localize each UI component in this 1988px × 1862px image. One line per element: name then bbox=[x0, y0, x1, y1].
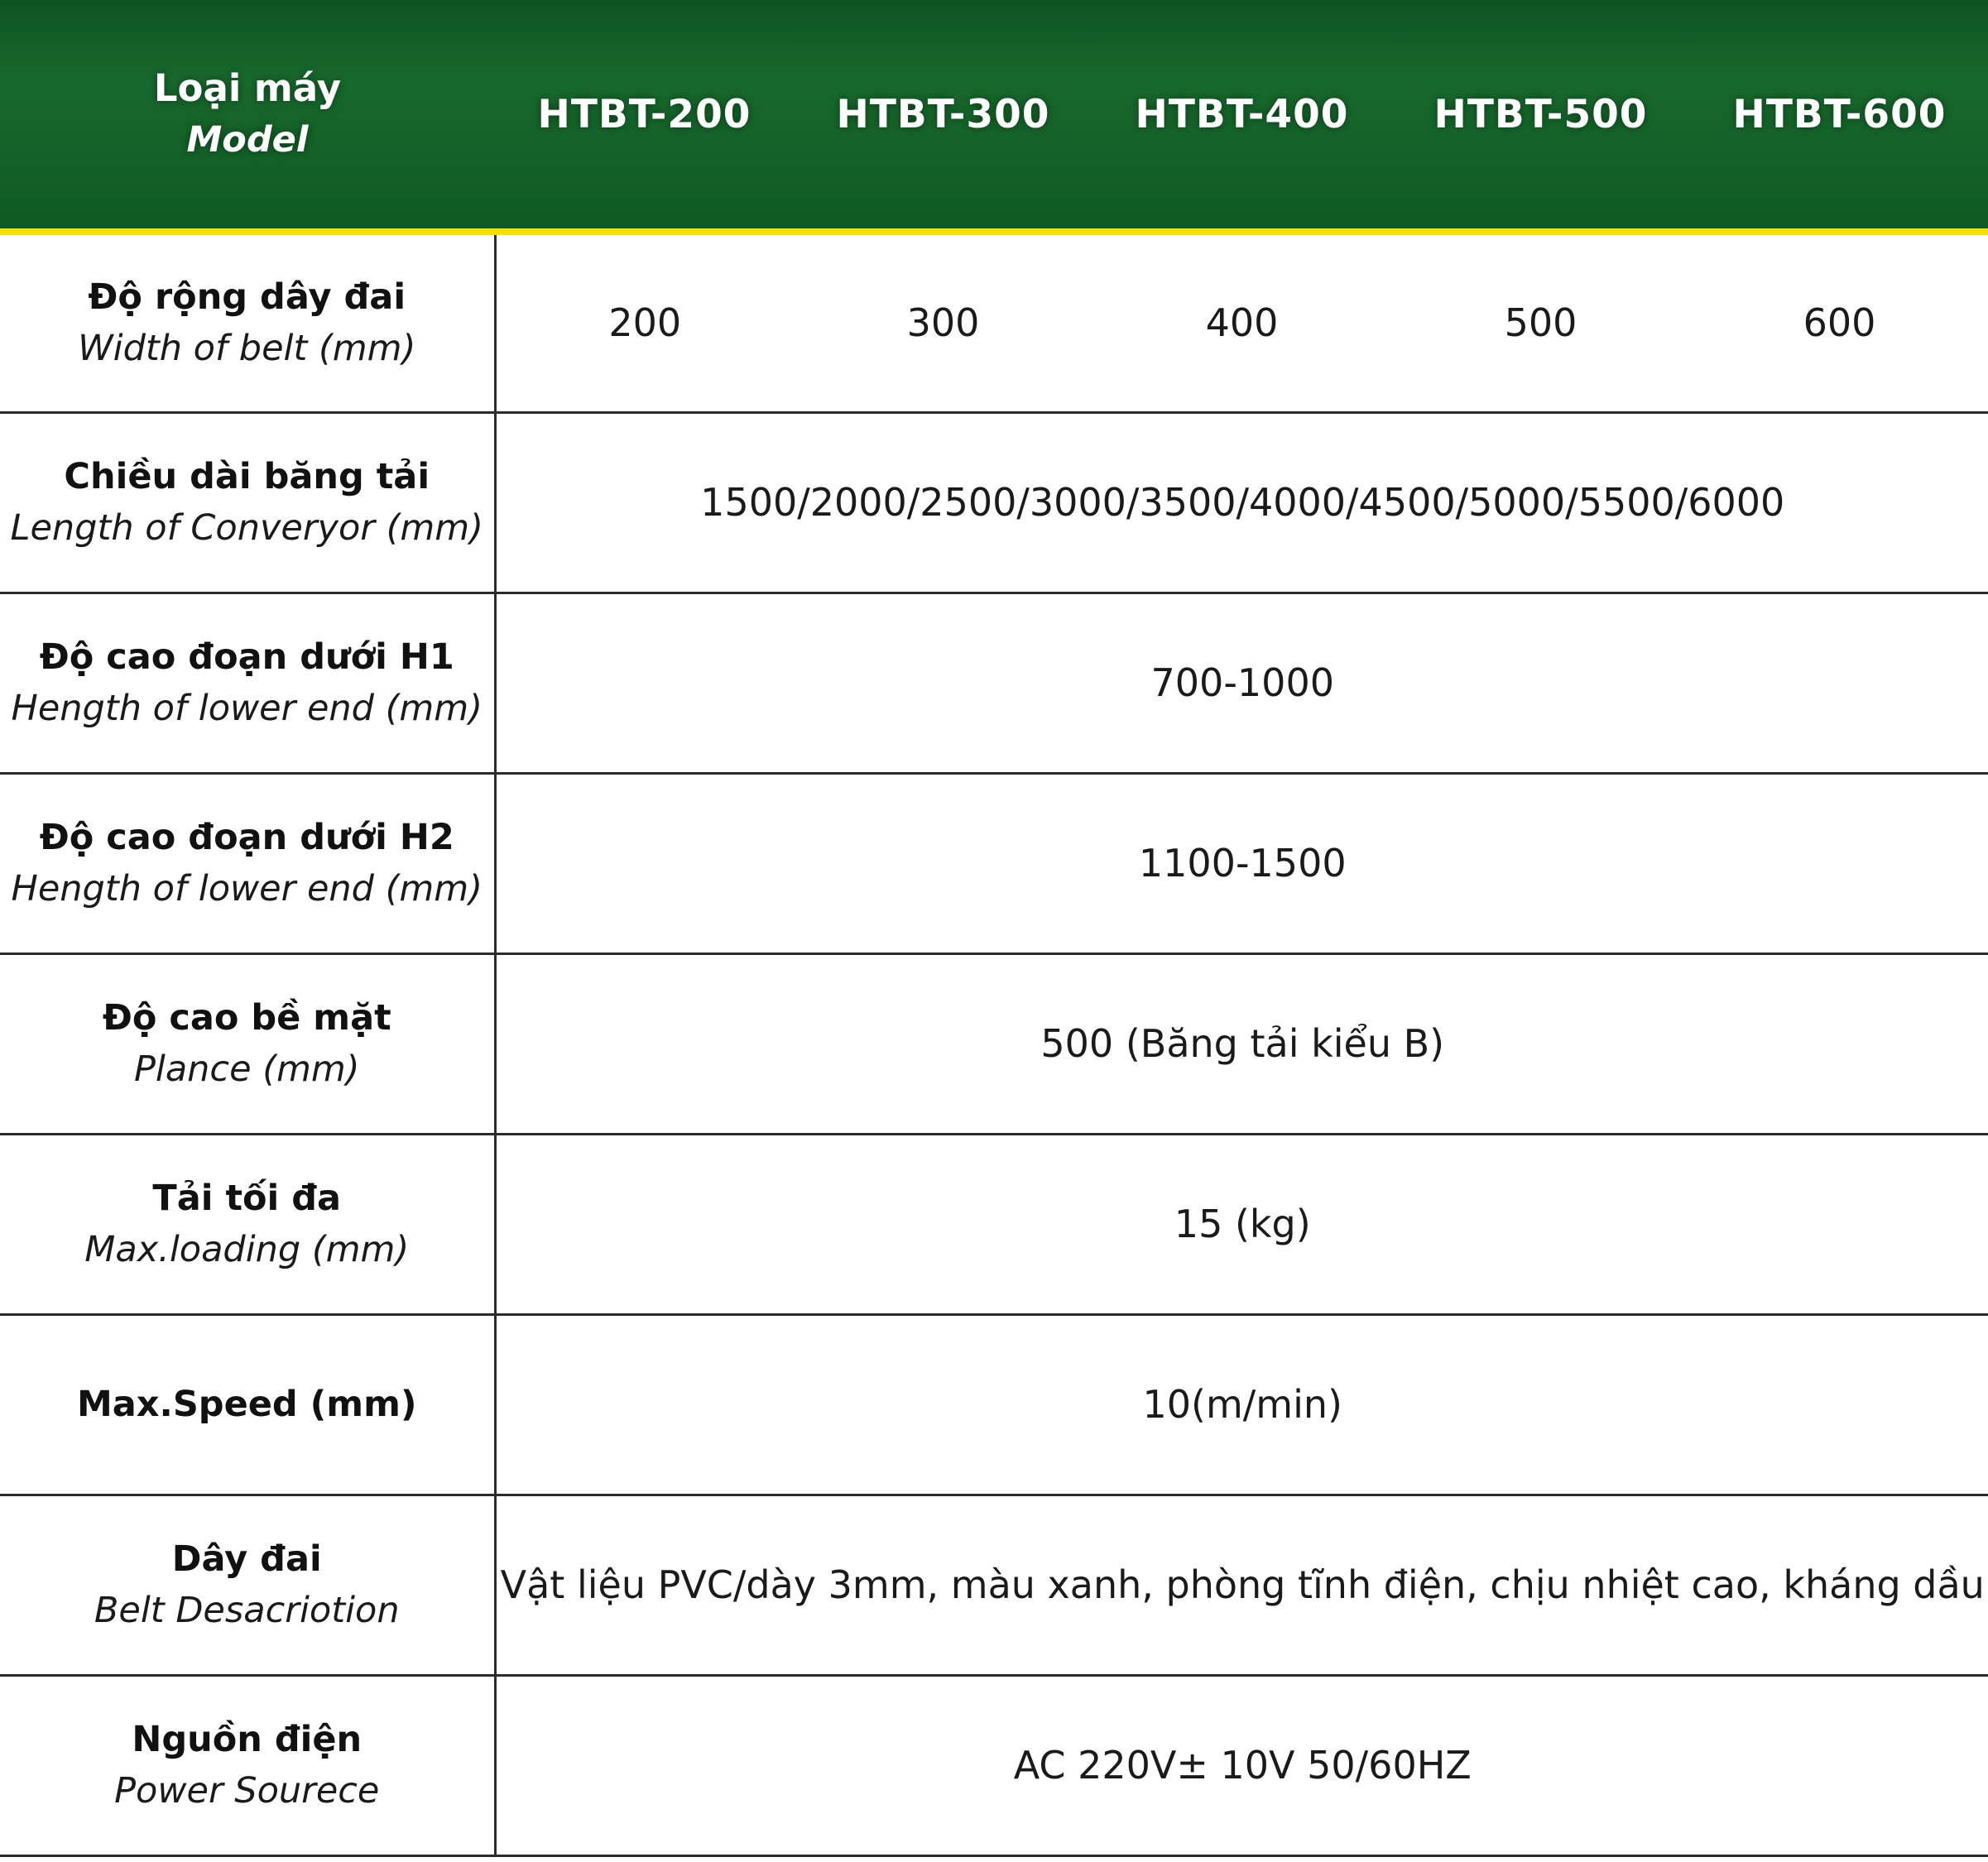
value-max-speed: 10(m/min) bbox=[495, 1314, 1988, 1495]
label-max-loading bbox=[0, 1134, 495, 1314]
label-vi: Độ cao bề mặt bbox=[102, 997, 391, 1039]
value-belt-description: Vật liệu PVC/dày 3mm, màu xanh, phòng tĩnh điện, chịu nhiệt cao, kháng dầu bbox=[495, 1495, 1988, 1675]
value-width-400: 400 bbox=[1092, 232, 1391, 412]
label-vi: Độ cao đoạn dưới H1 bbox=[39, 636, 454, 678]
label-vi: Dây đai bbox=[171, 1538, 322, 1580]
label-height-h2 bbox=[0, 773, 495, 953]
label-belt-width bbox=[0, 232, 495, 412]
row-max-loading bbox=[0, 1134, 1988, 1314]
label-power-source bbox=[0, 1675, 495, 1855]
value-conveyor-length: 1500/2000/2500/3000/3500/4000/4500/5000/5500/6000 bbox=[495, 412, 1988, 593]
label-en: Plance (mm) bbox=[133, 1049, 360, 1090]
row-conveyor-length bbox=[0, 412, 1988, 593]
label-en: Hength of lower end (mm) bbox=[11, 688, 483, 729]
label-belt-description bbox=[0, 1495, 495, 1675]
model-header-600: HTBT-600 bbox=[1690, 0, 1988, 232]
value-power-source: AC 220V± 10V 50/60HZ bbox=[495, 1675, 1988, 1855]
model-label-header bbox=[0, 0, 495, 232]
label-en: Length of Converyor (mm) bbox=[10, 507, 483, 549]
model-label-vi: Loại máy bbox=[153, 66, 342, 110]
value-height-h1: 700-1000 bbox=[495, 593, 1988, 773]
header-row bbox=[0, 0, 1988, 232]
label-vi: Độ rộng dây đai bbox=[88, 276, 406, 319]
model-header-400: HTBT-400 bbox=[1092, 0, 1391, 232]
row-height-h1 bbox=[0, 593, 1988, 773]
value-width-500: 500 bbox=[1391, 232, 1690, 412]
value-max-loading: 15 (kg) bbox=[495, 1134, 1988, 1314]
label-en: Power Sourece bbox=[114, 1770, 380, 1812]
value-width-600: 600 bbox=[1690, 232, 1988, 412]
label-en: Hength of lower end (mm) bbox=[11, 868, 483, 909]
label-plance bbox=[0, 953, 495, 1134]
model-label-en: Model bbox=[186, 119, 309, 161]
model-header-300: HTBT-300 bbox=[794, 0, 1092, 232]
value-width-300: 300 bbox=[794, 232, 1092, 412]
label-en: Width of belt (mm) bbox=[78, 328, 416, 370]
label-height-h1 bbox=[0, 593, 495, 773]
model-header-200: HTBT-200 bbox=[495, 0, 794, 232]
label-en: Belt Desacriotion bbox=[94, 1590, 400, 1631]
row-height-h2 bbox=[0, 773, 1988, 953]
model-header-500: HTBT-500 bbox=[1391, 0, 1690, 232]
label-en: Max.loading (mm) bbox=[84, 1229, 410, 1270]
row-max-speed bbox=[0, 1314, 1988, 1495]
row-power-source bbox=[0, 1675, 1988, 1855]
label-vi: Tải tối đa bbox=[152, 1178, 342, 1219]
label-vi: Chiều dài băng tải bbox=[64, 456, 430, 497]
value-height-h2: 1100-1500 bbox=[495, 773, 1988, 953]
label-vi: Nguồn điện bbox=[132, 1719, 363, 1760]
value-plance: 500 (Băng tải kiểu B) bbox=[495, 953, 1988, 1134]
row-plance bbox=[0, 953, 1988, 1134]
row-belt-description bbox=[0, 1495, 1988, 1675]
label-vi: Độ cao đoạn dưới H2 bbox=[39, 817, 454, 858]
row-belt-width bbox=[0, 232, 1988, 412]
label-conveyor-length bbox=[0, 412, 495, 593]
value-width-200: 200 bbox=[495, 232, 794, 412]
label-max-speed bbox=[0, 1314, 495, 1495]
label-vi: Max.Speed (mm) bbox=[76, 1384, 417, 1425]
